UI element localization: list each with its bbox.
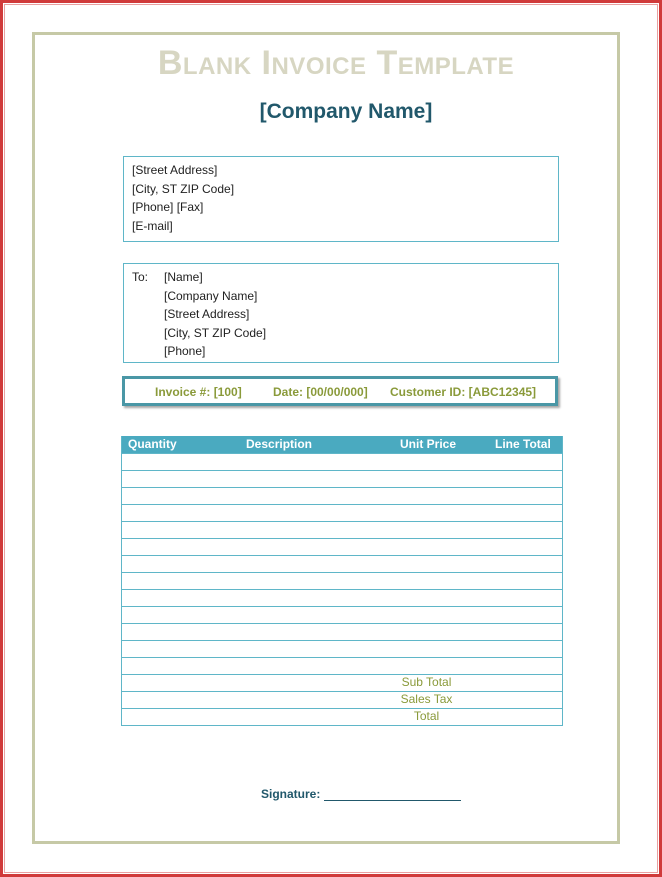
table-row[interactable] bbox=[122, 640, 562, 657]
table-row[interactable] bbox=[122, 606, 562, 623]
sales-tax-label: Sales Tax bbox=[400, 692, 453, 706]
subtotal-row bbox=[122, 674, 562, 691]
page-title: Blank Invoice Template bbox=[157, 44, 515, 82]
sender-street: [Street Address] bbox=[132, 163, 218, 177]
recipient-name: [Name] bbox=[164, 270, 203, 284]
table-row[interactable] bbox=[122, 538, 562, 555]
header-unit-price: Unit Price bbox=[400, 437, 457, 451]
company-name: [Company Name] bbox=[259, 100, 433, 123]
total-label: Total bbox=[413, 709, 440, 723]
sales-tax-row bbox=[122, 691, 562, 708]
table-row[interactable] bbox=[122, 657, 562, 674]
sender-email: [E-mail] bbox=[132, 218, 173, 233]
header-quantity: Quantity bbox=[128, 437, 177, 451]
table-row[interactable] bbox=[122, 589, 562, 606]
table-row[interactable] bbox=[122, 453, 562, 470]
signature-label: Signature: bbox=[261, 787, 321, 801]
table-row[interactable] bbox=[122, 470, 562, 487]
invoice-date: Date: [00/00/000] bbox=[273, 385, 368, 399]
invoice-info-bar bbox=[122, 376, 558, 406]
recipient-city: [City, ST ZIP Code] bbox=[164, 325, 267, 340]
signature-block bbox=[261, 787, 461, 801]
total-row bbox=[122, 708, 562, 725]
table-row[interactable] bbox=[122, 623, 562, 640]
line-items-table bbox=[121, 436, 563, 726]
sender-address-box bbox=[123, 156, 559, 242]
recipient-address-box bbox=[123, 263, 559, 363]
customer-id: Customer ID: [ABC12345] bbox=[390, 385, 537, 399]
recipient-phone: [Phone] bbox=[164, 344, 206, 358]
recipient-street: [Street Address] bbox=[164, 307, 250, 321]
subtotal-label: Sub Total bbox=[401, 675, 452, 689]
table-row[interactable] bbox=[122, 487, 562, 504]
invoice-number: Invoice #: [100] bbox=[155, 385, 242, 399]
table-row[interactable] bbox=[122, 521, 562, 538]
sender-city: [City, ST ZIP Code] bbox=[132, 181, 235, 196]
table-header bbox=[122, 436, 562, 453]
table-row[interactable] bbox=[122, 555, 562, 572]
to-label: To: bbox=[132, 270, 149, 284]
table-row[interactable] bbox=[122, 572, 562, 589]
table-row[interactable] bbox=[122, 504, 562, 521]
header-description: Description bbox=[246, 437, 313, 451]
header-line-total: Line Total bbox=[495, 437, 551, 451]
recipient-company: [Company Name] bbox=[164, 288, 258, 303]
sender-phone-fax: [Phone] [Fax] bbox=[132, 200, 204, 214]
signature-line[interactable] bbox=[324, 788, 461, 801]
